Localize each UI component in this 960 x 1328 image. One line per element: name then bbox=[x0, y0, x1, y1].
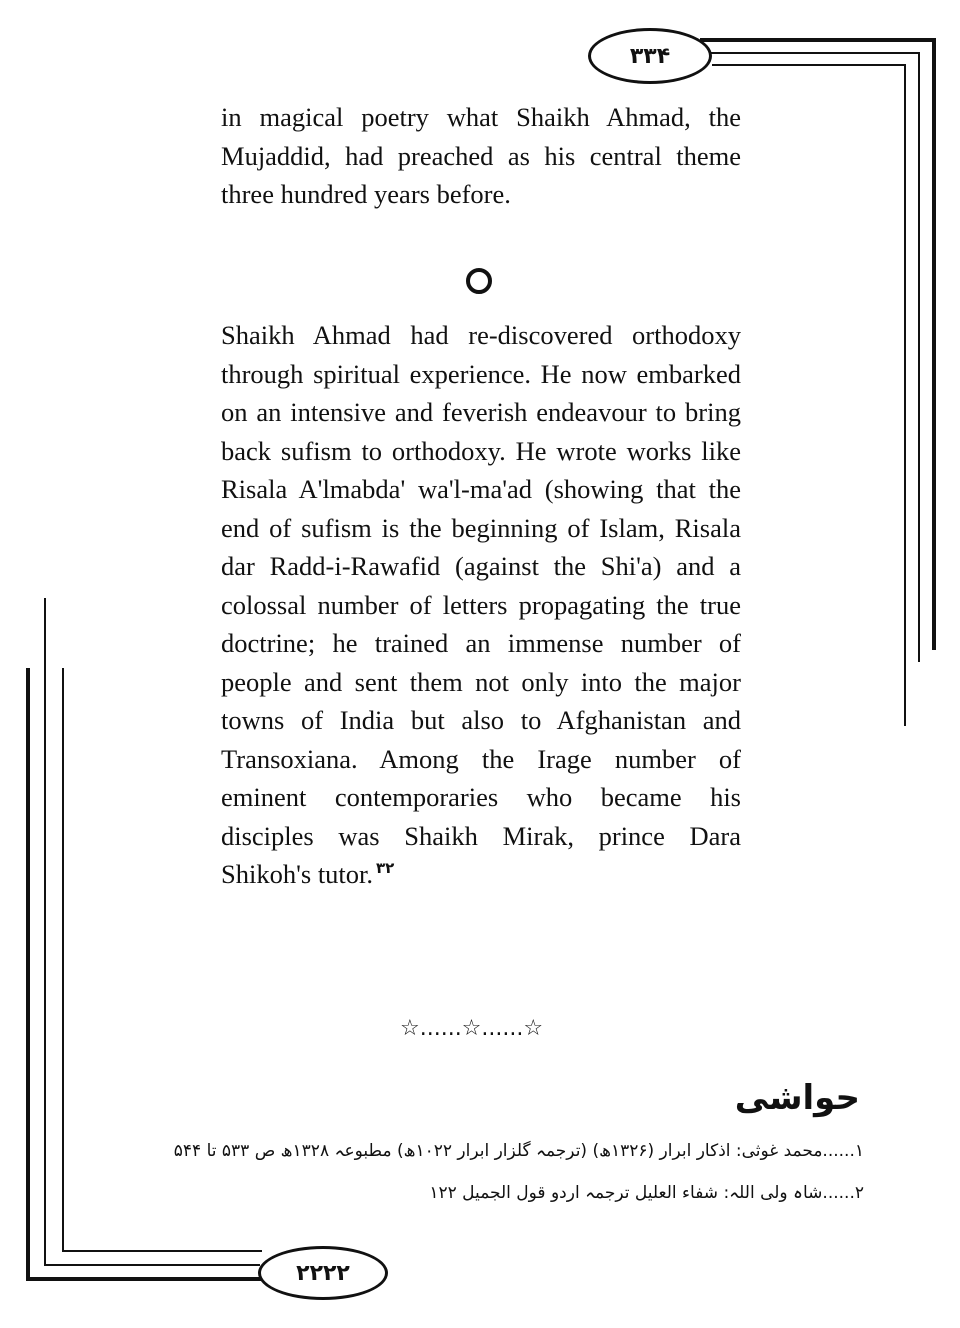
frame-bottom-line-outer bbox=[26, 1277, 262, 1281]
footnote-1: ۱......محمد غوثی: اذکار ابرار (۱۳۲۶ھ) (ترجمہ گلزار ابرار ۱۰۲۲ھ) مطبوعہ ۱۳۲۸ھ ص ۵۳۳ تا ۵۴۴ bbox=[173, 1141, 864, 1161]
frame-right-line-outer bbox=[932, 38, 936, 650]
frame-top-line-outer bbox=[700, 38, 936, 42]
footnote-2: ۲......شاہ ولی اللہ: شفاء العلیل ترجمہ اردو قول الجمیل ۱۲۲ bbox=[429, 1183, 864, 1203]
frame-top-line-inner bbox=[712, 64, 906, 66]
frame-top-line-middle bbox=[708, 52, 920, 54]
frame-left-line-middle bbox=[44, 598, 46, 1266]
frame-bottom-line-inner bbox=[62, 1250, 262, 1252]
frame-left-line-inner bbox=[62, 668, 64, 1250]
notes-heading: حواشی bbox=[734, 1078, 860, 1118]
star-separator: ☆......☆......☆ bbox=[400, 1016, 544, 1041]
frame-right-line-inner bbox=[904, 64, 906, 726]
frame-right-line-middle bbox=[918, 52, 920, 662]
footnote-reference: ۳۲ bbox=[376, 859, 395, 878]
page-number-bottom: ۲۲۲۲ bbox=[258, 1246, 388, 1300]
body-paragraph-1: in magical poetry what Shaikh Ahmad, the Mujaddid, had preached as his central theme three hundred years before. bbox=[221, 102, 741, 209]
frame-left-line-outer bbox=[26, 668, 30, 1280]
page-number-top: ۳۳۴ bbox=[588, 28, 712, 84]
section-divider-circle bbox=[466, 268, 492, 294]
body-paragraph-2-text: Shaikh Ahmad had re-discovered orthodoxy through spiritual experience. He now embarked on an intensive and feverish endeavour to bring back sufism to orthodoxy. He wrote works like Risala A'lmabda' wa'l-ma'ad (showing that the end of sufism is the beginning of Islam, Risala dar Radd-i-Rawafid (against the Shi'a) and a colossal number of letters propagating the true doctrine; he trained an immense number of people and sent them not only into the major towns of India but also to Afghanistan and Transoxiana. Among the Irage number of eminent contemporaries who became his disciples was Shaikh Mirak, prince Dara Shikoh's tutor. bbox=[221, 320, 741, 889]
body-paragraph-2 bbox=[221, 316, 741, 894]
frame-bottom-line-middle bbox=[44, 1264, 260, 1266]
